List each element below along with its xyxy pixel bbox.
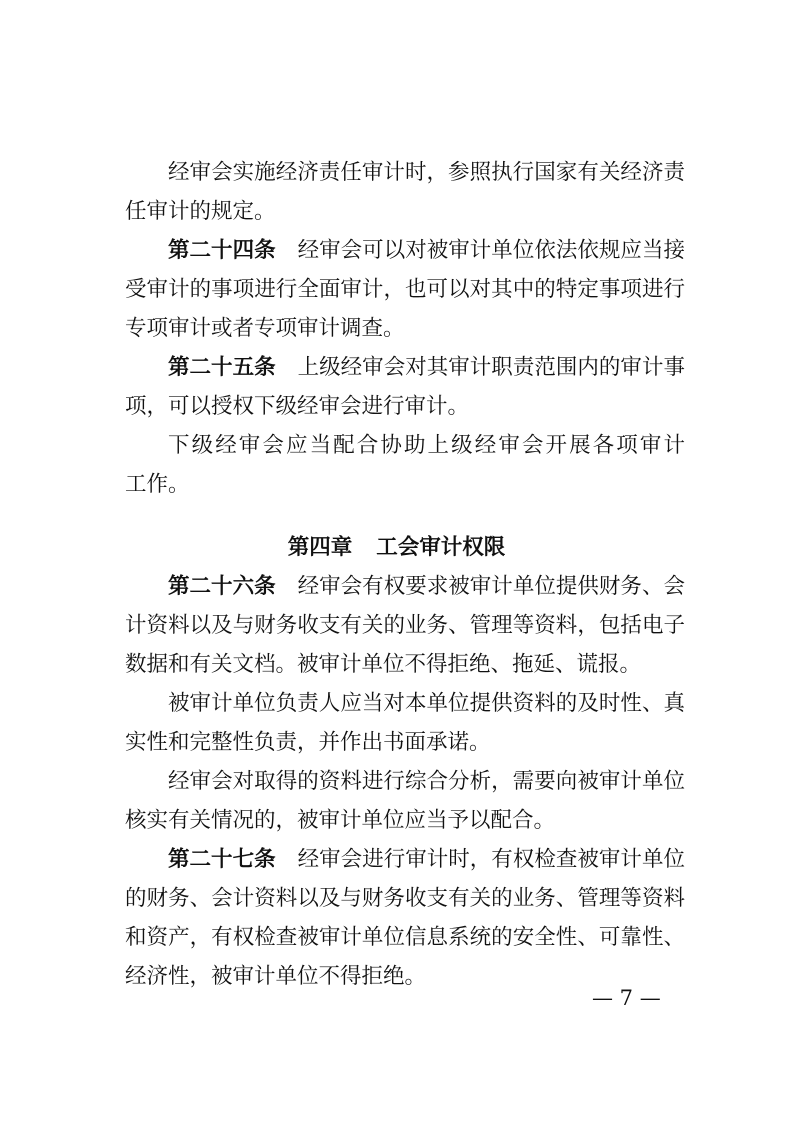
paragraph-line: 经审会实施经济责任审计时，参照执行国家有关经济责	[168, 160, 685, 185]
paragraph-line: 经济性，被审计单位不得拒绝。	[125, 964, 427, 989]
chapter-title: 工会审计权限	[376, 535, 506, 560]
chapter-heading	[0, 533, 793, 563]
article-text: 经审会可以对被审计单位依法依规应当接	[297, 238, 685, 263]
paragraph-line: 实性和完整性负责，并作出书面承诺。	[125, 730, 491, 755]
article-line	[125, 845, 685, 875]
article-number: 第二十四条	[168, 238, 276, 263]
article-text: 上级经审会对其审计职责范围内的审计事	[297, 355, 685, 380]
paragraph-line: 和资产，有权检查被审计单位信息系统的安全性、可靠性、	[125, 925, 685, 950]
page-number: — 7 —	[592, 986, 661, 1010]
article-text: 经审会有权要求被审计单位提供财务、会	[297, 574, 685, 599]
paragraph-line: 任审计的规定。	[125, 199, 276, 224]
paragraph-line: 经审会对取得的资料进行综合分析，需要向被审计单位	[168, 769, 685, 794]
paragraph-line: 被审计单位负责人应当对本单位提供资料的及时性、真	[168, 691, 685, 716]
article-line	[125, 572, 685, 602]
paragraph-line: 项，可以授权下级经审会进行审计。	[125, 394, 470, 419]
paragraph-line: 工作。	[125, 472, 190, 497]
article-line	[125, 353, 685, 383]
paragraph-line: 下级经审会应当配合协助上级经审会开展各项审计	[168, 433, 685, 458]
paragraph-line: 专项审计或者专项审计调查。	[125, 316, 405, 341]
paragraph-line: 计资料以及与财务收支有关的业务、管理等资料，包括电子	[125, 613, 685, 638]
article-number: 第二十七条	[168, 847, 276, 872]
paragraph-line: 核实有关情况的，被审计单位应当予以配合。	[125, 808, 556, 833]
article-number: 第二十五条	[168, 355, 276, 380]
chapter-number: 第四章	[287, 535, 353, 560]
paragraph-line: 数据和有关文档。被审计单位不得拒绝、拖延、谎报。	[125, 652, 642, 677]
paragraph-line: 受审计的事项进行全面审计，也可以对其中的特定事项进行	[125, 277, 685, 302]
article-number: 第二十六条	[168, 574, 276, 599]
paragraph-line: 的财务、会计资料以及与财务收支有关的业务、管理等资料	[125, 886, 685, 911]
article-line	[125, 236, 685, 266]
article-text: 经审会进行审计时，有权检查被审计单位	[297, 847, 685, 872]
